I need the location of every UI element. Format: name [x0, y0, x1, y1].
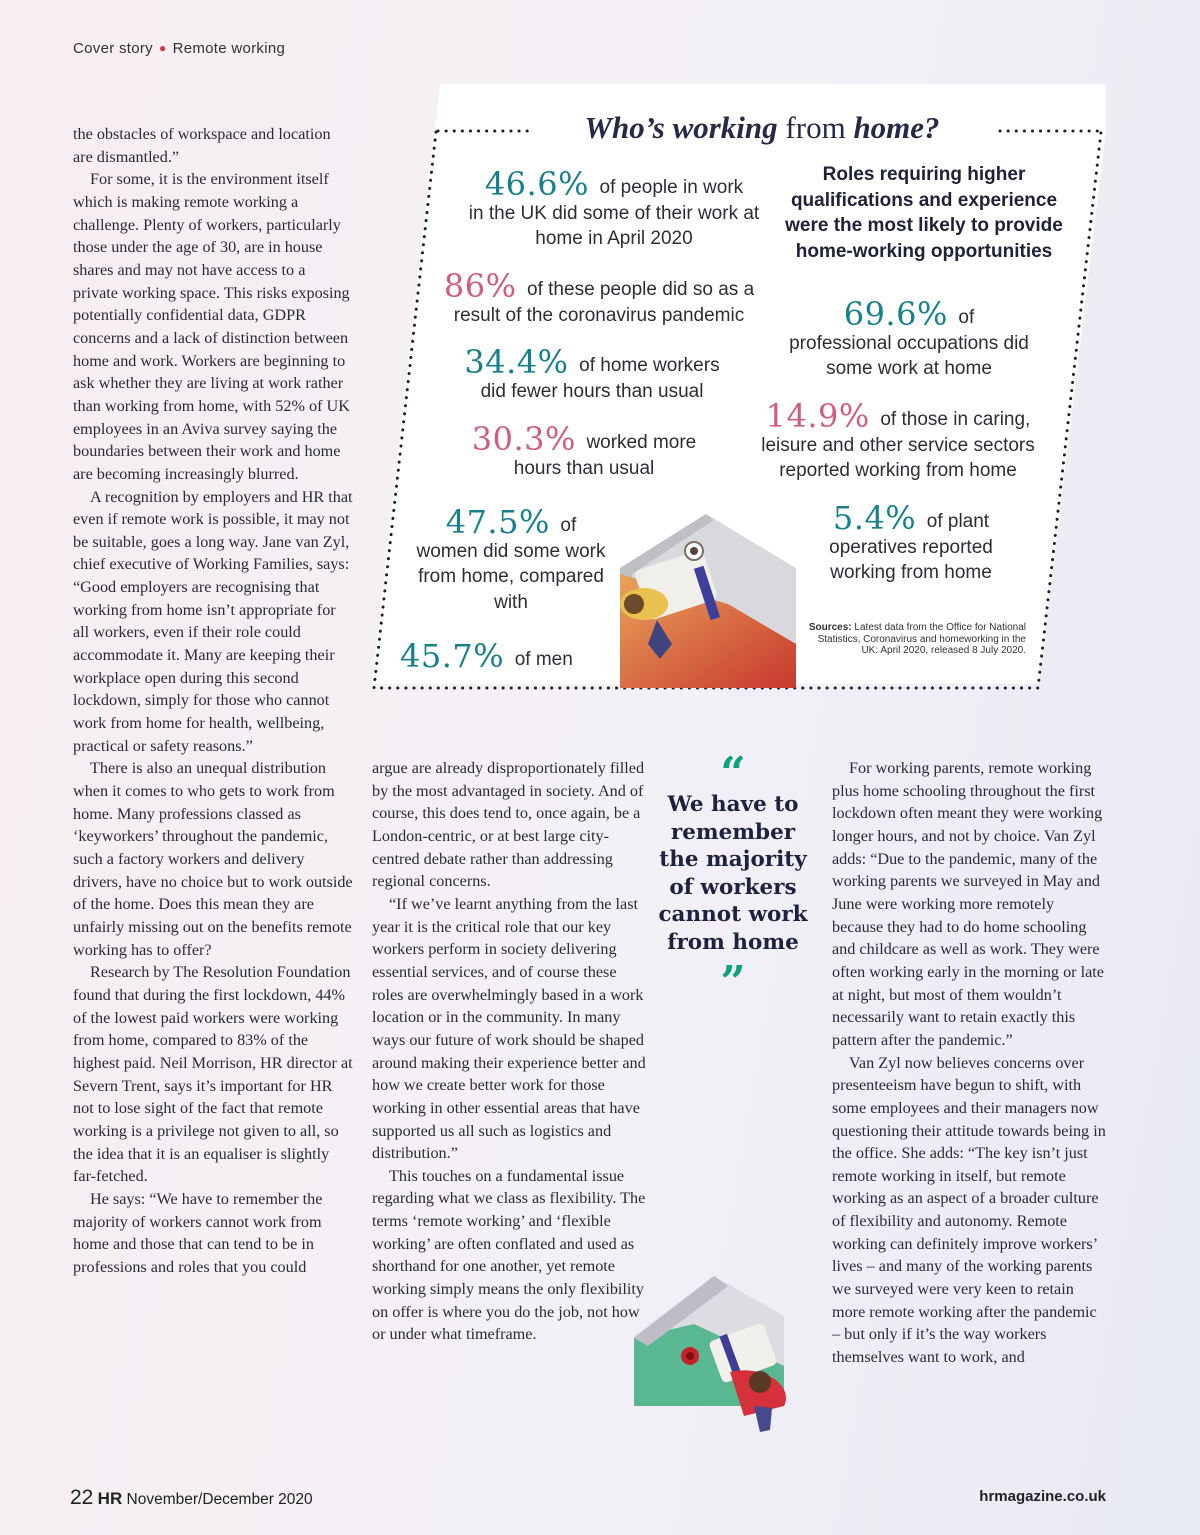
stat-women — [404, 503, 618, 615]
paragraph: This touches on a fundamental issue regarding what we class as flexibility. The terms ‘remote working’ and ‘flexible working’ are often conflated and used as shorthand for one another, yet remote working simply means the only flexibility on offer is where you do the job, not how or under what timeframe. — [372, 1166, 646, 1344]
magazine-brand: HR — [97, 1489, 123, 1508]
paragraph: He says: “We have to remember the majority of workers cannot work from home and those that can tend to be in professions and roles that you could — [73, 1189, 323, 1276]
paragraph: For working parents, remote working plus home schooling throughout the first lockdown often meant they were working longer hours, and not by choice. Van Zyl adds: “Due to the pandemic, many of the working parents we surveyed in May and June were working more remotely because they had to do home schooling and childcare as well as work. They were often working early in the morning or late at night, but most of them wouldn’t necessarily want to retain exactly this pattern after the pandemic.” — [832, 759, 1104, 1049]
stat-label: of — [560, 515, 577, 536]
sources-label: Sources: — [808, 622, 852, 633]
stat-value: 5.4% — [832, 499, 917, 537]
stat-value: 45.7% — [400, 637, 505, 675]
paragraph: the obstacles of workspace and location are dismantled.” — [73, 125, 331, 166]
section-label: Cover story — [73, 40, 153, 57]
close-quote-icon: ” — [720, 957, 746, 1008]
website-url: hrmagazine.co.uk — [979, 1488, 1106, 1505]
stat-label: women did some work from home, compared with — [416, 540, 606, 613]
roles-heading: Roles requiring higher qualifications and experience were the most likely to provide home-working opportunities — [785, 164, 1063, 262]
stat-professional — [786, 295, 1032, 382]
article-column-3 — [832, 757, 1108, 1369]
stat-more-hours — [466, 420, 702, 481]
stat-label: worked more — [586, 432, 697, 453]
stat-label: of these people did so as a — [527, 279, 755, 300]
stat-men — [400, 637, 600, 675]
stat-label: leisure and other service sectors reported working from home — [761, 434, 1035, 481]
paragraph: A recognition by employers and HR that even if remote work is possible, it may not be suitable, goes a long way. Jane van Zyl, chief executive of Working Families, says: “Good employers are recognising that working from home isn’t appropriate for all workers, even if their role could accommodate it. Many are keeping their workplace open during this second lockdown, simply for those who cannot work from home for health, wellbeing, practical or safety reasons.” — [73, 487, 353, 755]
desk-worker-illustration — [634, 1276, 820, 1434]
paragraph: argue are already disproportionately filled by the most advantaged in society. And of course, this does tend to, once again, be a London-centric, or at best large city-centred debate rather than addressing regional concerns. — [372, 759, 645, 891]
stat-label: of — [958, 307, 975, 328]
sources-text: Latest data from the Office for National Statistics, Coronavirus and homeworking in the UK: April 2020, released 8 July 2020. — [817, 622, 1026, 657]
infographic-sources — [802, 622, 1026, 657]
stat-caring-leisure — [744, 397, 1052, 484]
article-column-2 — [372, 757, 646, 1346]
topic-label: Remote working — [172, 40, 286, 57]
stat-fewer-hours — [460, 343, 724, 404]
title-part-from: from — [785, 110, 846, 145]
stat-value: 14.9% — [765, 397, 870, 435]
stat-label: of those in caring, — [880, 409, 1031, 430]
pull-quote — [655, 748, 811, 1008]
open-quote-icon: “ — [720, 748, 746, 799]
stat-label: professional occupations did some work at home — [789, 332, 1029, 379]
stat-label: of plant — [926, 511, 990, 532]
stat-value: 69.6% — [843, 295, 948, 333]
page-folio — [70, 1486, 313, 1510]
paragraph: “If we’ve learnt anything from the last year it is the critical role that our key workers perform in society delivering essential services, and of course these roles are overwhelmingly based in a work location or in the community. In many ways our future of work should be shaped around making their experience better and how we create better work for those working in other essential areas that have supported us all such as logistics and distribution.” — [372, 894, 646, 1163]
stat-value: 34.4% — [464, 343, 569, 381]
stat-pandemic-reason — [434, 267, 764, 328]
bullet-dot-icon: ● — [159, 41, 167, 55]
infographic-panel — [372, 84, 1106, 696]
infographic-title — [527, 110, 997, 146]
stat-label: hours than usual — [513, 457, 655, 479]
title-part-whos-working: Who’s working — [584, 110, 778, 145]
running-head — [73, 40, 285, 57]
issue-date: November/December 2020 — [126, 1491, 313, 1508]
stat-label: result of the coronavirus pandemic — [453, 304, 745, 326]
stat-label: did fewer hours than usual — [480, 380, 704, 402]
stat-label: in the UK did some of their work at home in April 2020 — [468, 202, 760, 249]
paragraph: For some, it is the environment itself which is making remote working a challenge. Plenty of workers, particularly those under the age of 30, are in house shares and may not have access to a private working space. This risks exposing potentially confidential data, GDPR concerns and a lack of distinction between home and work. Workers are beginning to ask whether they are living at work rather than working from home, with 52% of UK employees in an Aviva survey saying the boundaries between their work and home are becoming increasingly blurred. — [73, 170, 350, 483]
stat-plant-operatives — [816, 499, 1006, 586]
stat-label: of men — [514, 649, 573, 670]
stat-label: operatives reported working from home — [829, 536, 993, 583]
stat-label: of home workers — [579, 355, 720, 376]
page-number: 22 — [70, 1486, 94, 1509]
stat-value: 47.5% — [445, 503, 550, 541]
stat-value: 46.6% — [484, 165, 589, 203]
pull-quote-text: We have to remember the majority of workers cannot work from home — [658, 792, 808, 955]
paragraph: Research by The Resolution Foundation found that during the first lockdown, 44% of the lowest paid workers were working from home, compared to 83% of the highest paid. Neil Morrison, HR director at Severn Trent, says it’s important for HR not to lose sight of the fact that remote working is a privilege not given to all, so the idea that it is an equaliser is slightly far-fetched. — [73, 963, 353, 1186]
paragraph: There is also an unequal distribution when it comes to who gets to work from home. Many professions classed as ‘keyworkers’ throughout the pandemic, such a factory workers and delivery drivers, have no choice but to work outside of the home. Does this mean they are unfairly missing out on the benefits remote working has to offer? — [73, 759, 353, 959]
article-column-1 — [73, 123, 353, 1278]
title-part-home: home? — [853, 110, 940, 145]
stat-value: 86% — [443, 267, 517, 305]
paragraph: Van Zyl now believes concerns over presenteeism have begun to shift, with some employees and their managers now questioning their attitude towards being in the office. She adds: “The key isn’t just remote working in itself, but remote working as an aspect of a broader culture of flexibility and autonomy. Remote working can definitely improve workers’ lives – and many of the working parents we surveyed were very keen to retain more remote working after the pandemic – but only if it’s the way workers themselves want to work, and — [832, 1053, 1106, 1367]
stat-label: of people in work — [599, 177, 744, 198]
stat-value: 30.3% — [471, 420, 576, 458]
stat-home-working — [458, 165, 770, 252]
